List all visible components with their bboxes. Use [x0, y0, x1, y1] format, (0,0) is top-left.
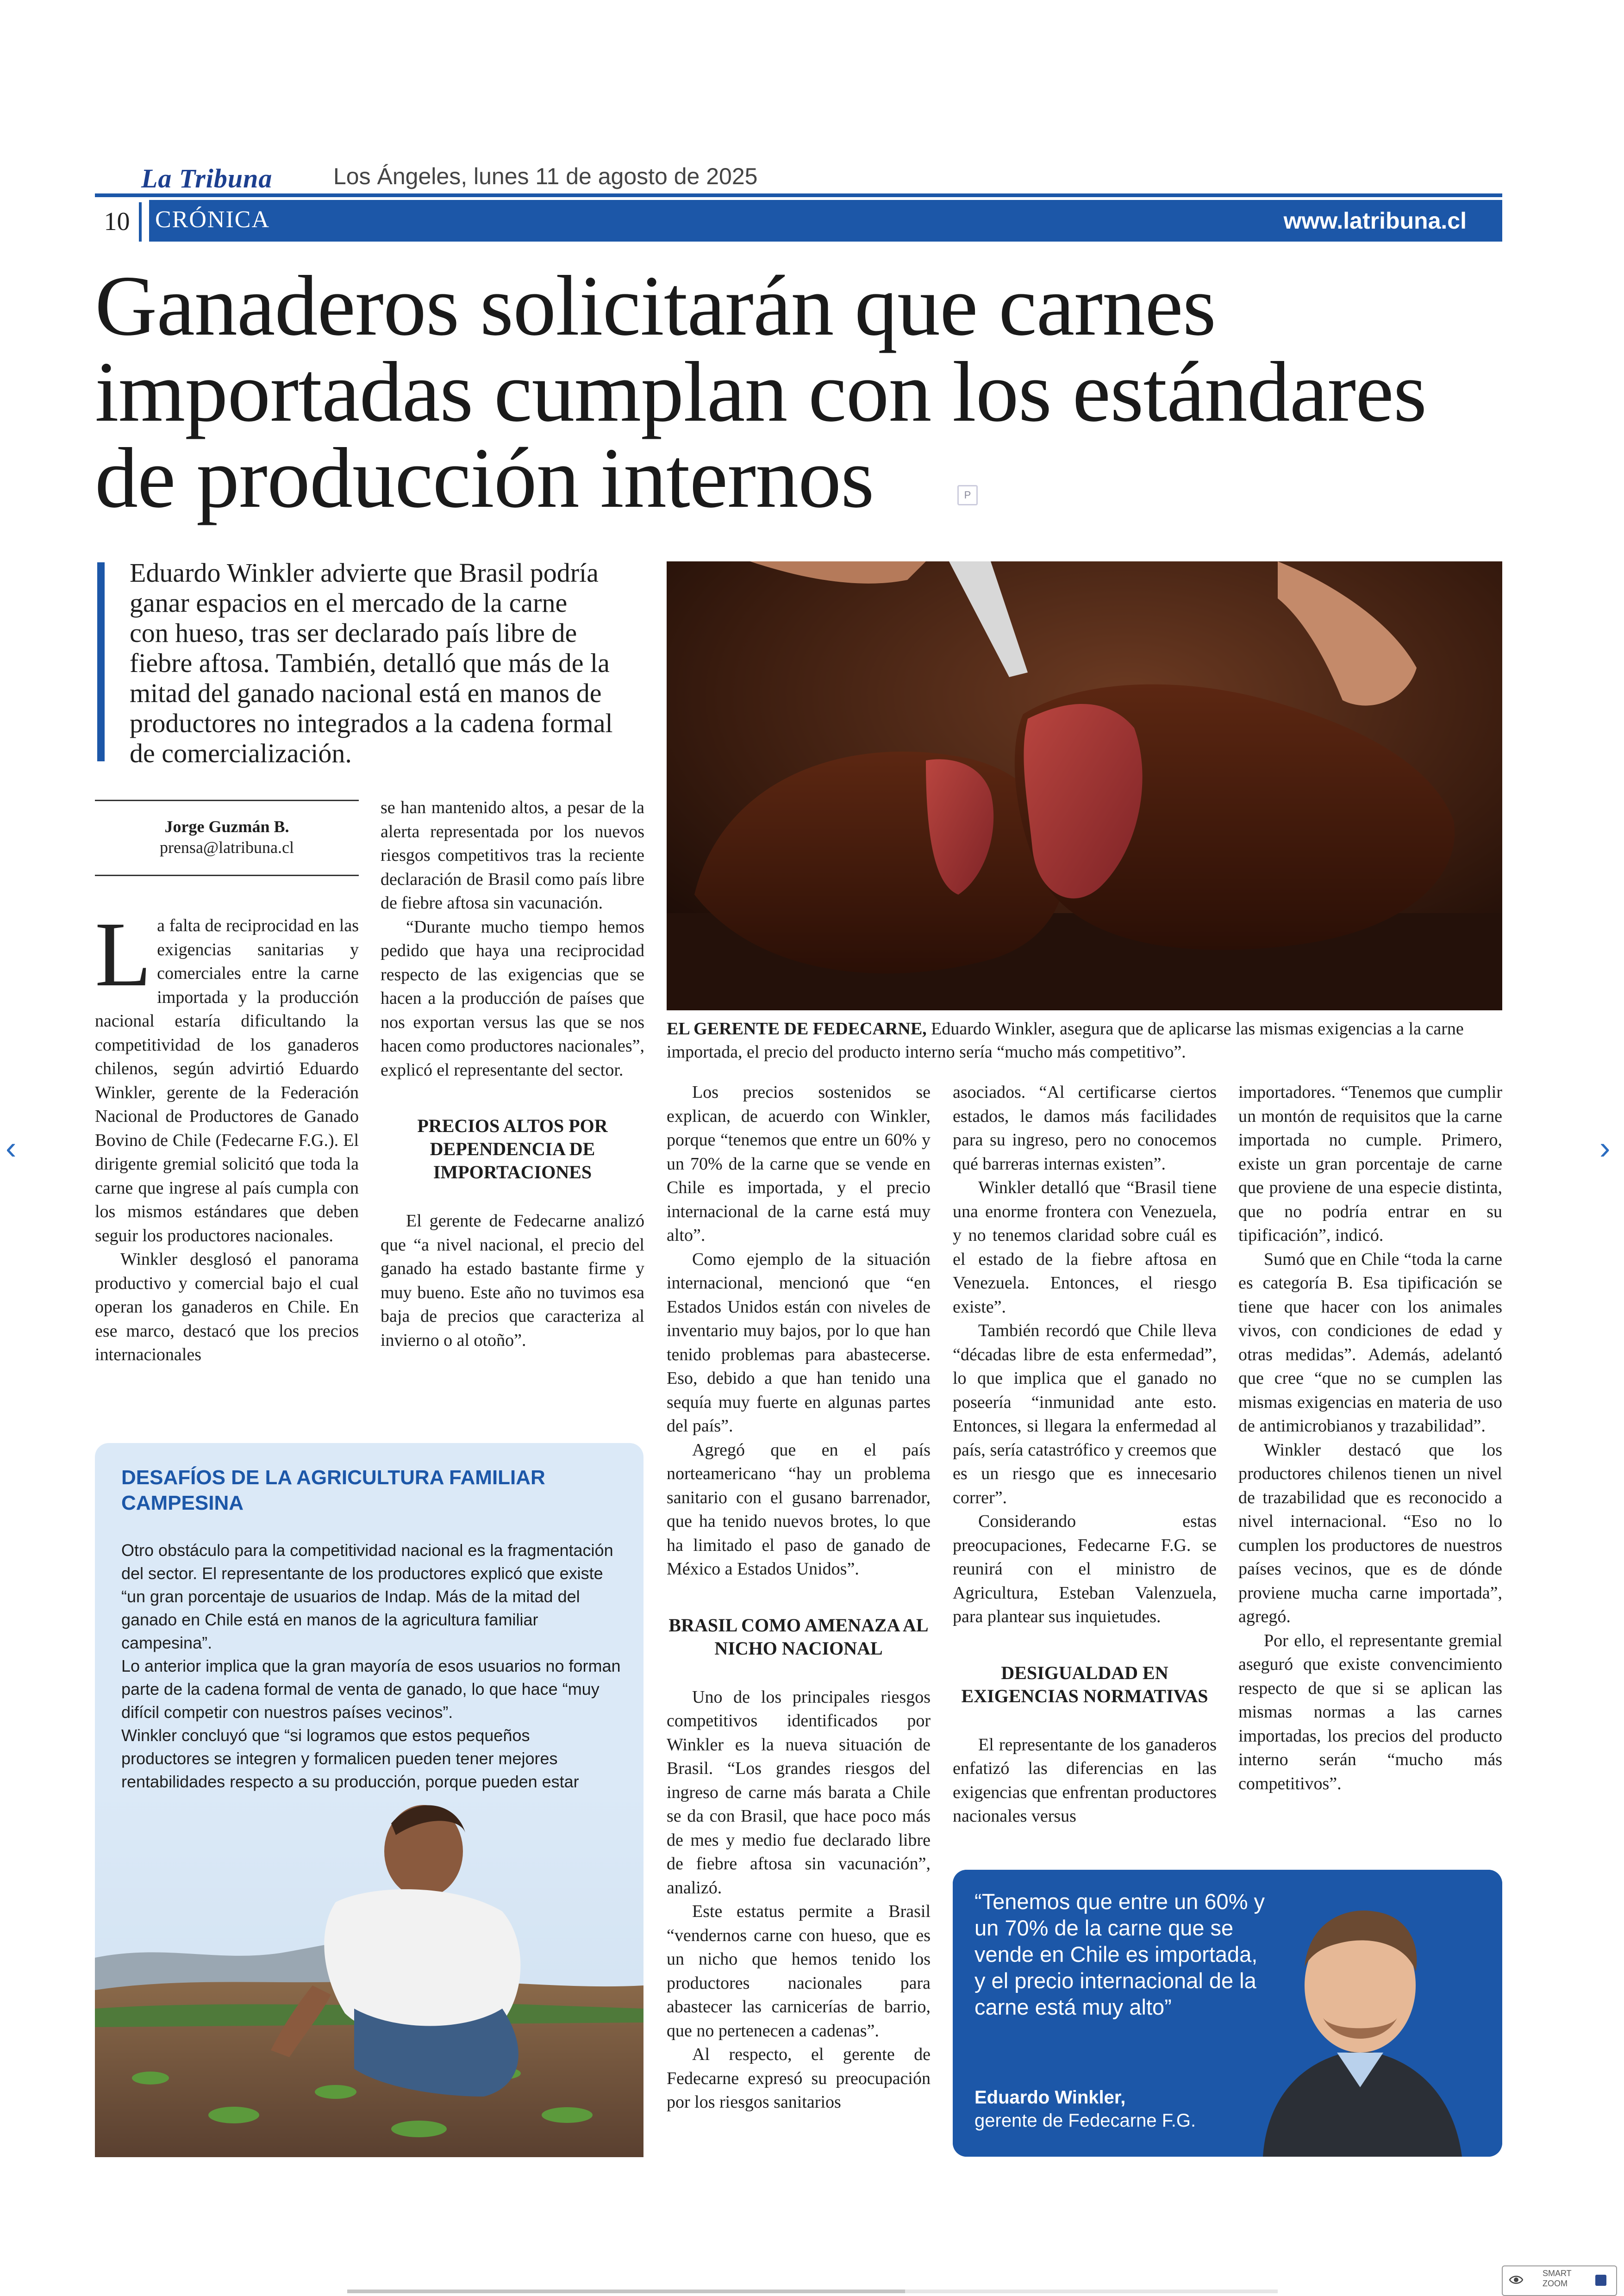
lede-line: de comercialización. [130, 738, 352, 768]
lede [130, 558, 657, 768]
paragraph: se han mantenido altos, a pesar de la alerta representada por los nuevos riesgos competitivos tras la reciente declaración de Brasil como país libre de fiebre aftosa sin vacunación. [381, 798, 644, 913]
byline-rule-top [95, 800, 359, 801]
paragraph: También recordó que Chile lleva “décadas libre de esta enfermedad”, lo que implica que el ganado no poseería “inmunidad ante esto. Entonces, si llegara la enfermedad al país, sería catastrófico y creemos que es un riesgo que es innecesario correr”. [953, 1321, 1217, 1507]
subhead: PRECIOS ALTOS POR DEPENDENCIA DE IMPORTACIONES [417, 1115, 608, 1182]
paragraph: Winkler desglosó el panorama productivo y comercial bajo el cual operan los ganaderos en Chile. En ese marco, destacó que los precios internacionales [95, 1250, 359, 1364]
subhead: DESIGUALDAD EN EXIGENCIAS NORMATIVAS [961, 1662, 1208, 1706]
photo-caption [667, 1017, 1502, 1064]
header-rule [95, 193, 1502, 197]
caption-lead: EL GERENTE DE FEDECARNE, [667, 1019, 927, 1039]
newspaper-logo: La Tribuna [141, 163, 273, 193]
paragraph: “Durante mucho tiempo hemos pedido que haya una reciprocidad respecto de las exigencias que se hacen a la producción de países que nos exportan versus las que se nos hacen como productores nacionales”, explicó el representante del sector. [381, 917, 644, 1080]
chevron-right-icon[interactable]: › [1599, 1130, 1611, 1166]
paragraph: Por ello, el representante gremial aseguró que existe convencimiento respecto de que si se aplican las mismas normas a las carnes importadas, los precios del producto interno serán “mucho más competitivos”. [1238, 1630, 1502, 1793]
lede-accent-bar [97, 562, 105, 761]
dateline: Los Ángeles, lunes 11 de agosto de 2025 [333, 163, 758, 189]
paragraph: Agregó que en el país norteamericano “hay un problema sanitario con el gusano barrenador, que ha tenido nuevos brotes, lo que ha limitado el paso de ganado de México a Estados Unidos”. [667, 1440, 931, 1579]
quote-author: Eduardo Winkler, [974, 2087, 1126, 2108]
caption-text: Eduardo Winkler, asegura que de aplicarse las mismas exigencias a la carne importada, el precio del producto interno sería “mucho más competitivo”. [667, 1019, 1464, 1062]
beef-photo [667, 561, 1502, 1010]
paragraph: Este estatus permite a Brasil “vendernos carne con hueso, que es un nicho que hemos tenido los productores nacionales para abastecer las carnicerías de barrio, que no pertenecen a cadenas”. [667, 1902, 931, 2041]
smart-zoom-button[interactable] [1502, 2265, 1617, 2296]
page-scrollbar-thumb[interactable] [347, 2290, 905, 2293]
sidebar-title: DESAFÍOS DE LA AGRICULTURA FAMILIAR CAMPESINA [121, 1466, 545, 1514]
paragraph: importadores. “Tenemos que cumplir un montón de requisitos que la carne importada no cumple. Primero, existe un gran porcentaje de carne que proviene de una especie distinta, que no podría entrar en su tipificación”, indicó. [1238, 1083, 1502, 1245]
paragraph [95, 903, 359, 1248]
section-name: CRÓNICA [155, 206, 270, 233]
lede-line: Eduardo Winkler advierte que Brasil podría [130, 558, 599, 588]
paragraph-text: a falta de reciprocidad en las exigencias sanitarias y comerciales entre la carne importada y la producción nacional estaría dificultando la competitividad de los ganaderos chilenos, según advirtió Eduardo Winkler, gerente de la Federación Nacional de Productores de Ganado Bovino de Chile (Fedecarne F.G.). El dirigente gremial solicitó que toda la carne que ingrese al país cumpla con los mismos estándares que deben seguir los productores nacionales. [95, 916, 359, 1245]
lede-line: productores no integrados a la cadena formal [130, 708, 613, 738]
byline-email[interactable]: prensa@latribuna.cl [159, 838, 294, 857]
headline [95, 258, 1512, 526]
paragraph: El representante de los ganaderos enfatizó las diferencias en las exigencias que enfrentan productores nacionales versus [953, 1735, 1217, 1826]
paragraph: Como ejemplo de la situación internacional, mencionó que “en Estados Unidos están con niveles de inventario muy bajos, por lo que han tenido problemas para abastecerse. Eso, debido a que han tenido una sequía muy fuerte en algunas partes del país”. [667, 1249, 931, 1436]
headline-line: de producción internos [95, 430, 874, 526]
lede-line: mitad del ganado nacional está en manos de [130, 678, 602, 708]
paragraph: Uno de los principales riesgos competitivos identificados por Winkler es la nueva situación de Brasil. “Los grandes riesgos del ingreso de carne más barata a Chile se da con Brasil, que hace poco más de mes y medio fue declarado libre de fiebre aftosa sin vacunación”, analizó. [667, 1687, 931, 1898]
article-column-5 [1238, 1081, 1502, 1796]
paragraph: Winkler destacó que los productores chilenos tienen un nivel de trazabilidad que es reconocido a nivel internacional. “Eso no lo cumplen los productores de nuestros países vecinos, que es de dónde proviene mucha carne importada”, agregó. [1238, 1440, 1502, 1626]
chevron-left-icon[interactable]: ‹ [6, 1130, 17, 1166]
farmer-photo [95, 1791, 643, 2157]
article-column-4 [953, 1081, 1217, 1829]
audio-icon[interactable]: P [957, 485, 978, 505]
sidebar-paragraph: Winkler concluyó que “si logramos que estos pequeños productores se integren y formalicen pueden tener mejores rentabilidades respecto a su producción, porque pueden estar [121, 1726, 579, 1791]
sidebar-paragraph: Lo anterior implica que la gran mayoría de esos usuarios no forman parte de la cadena formal de venta de ganado, lo que hace “muy difícil competir con nuestros países vecinos”. [121, 1656, 621, 1722]
quote-author-role: gerente de Fedecarne F.G. [974, 2110, 1196, 2131]
subhead: BRASIL COMO AMENAZA AL NICHO NACIONAL [668, 1614, 929, 1659]
drop-cap: L [95, 903, 152, 1006]
lede-line: ganar espacios en el mercado de la carne [130, 588, 568, 618]
paragraph: Winkler detalló que “Brasil tiene una enorme frontera con Venezuela, y no tenemos claridad sobre cuál es el estado de la fiebre aftosa en Venezuela. Entonces, el riesgo existe”. [953, 1178, 1217, 1317]
paragraph: Al respecto, el gerente de Fedecarne expresó su preocupación por los riesgos sanitarios [667, 2045, 931, 2112]
smart-zoom-label [1543, 2268, 1572, 2289]
article-column-3 [667, 1081, 931, 2115]
headline-line: Ganaderos solicitarán que carnes [95, 258, 1216, 354]
smart-zoom-label-line: ZOOM [1543, 2279, 1568, 2288]
byline-rule-bottom [95, 875, 359, 876]
sidebar-text [121, 1539, 621, 1817]
sidebar-paragraph: Otro obstáculo para la competitividad nacional es la fragmentación del sector. El representante de los productores explicó que existe “un gran porcentaje de usuarios de Indap. Más de la mitad del ganado en Chile está en manos de la agricultura familiar campesina”. [121, 1541, 613, 1652]
article-column-2 [381, 796, 644, 1352]
paragraph: asociados. “Al certificarse ciertos estados, le damos más facilidades para su ingreso, pero no conocemos qué barreras internas existen”. [953, 1083, 1217, 1174]
paragraph: El gerente de Fedecarne analizó que “a nivel nacional, el precio del ganado ha estado bastante firme y muy bueno. Este año no tuvimos esa baja de precios que caracteriza al invierno o al otoño”. [381, 1211, 644, 1350]
lede-line: con hueso, tras ser declarado país libre de [130, 618, 577, 648]
headline-line: importadas cumplan con los estándares [95, 344, 1427, 440]
zoom-indicator-icon [1595, 2275, 1606, 2286]
smart-zoom-label-line: SMART [1543, 2269, 1572, 2278]
paragraph: Sumó que en Chile “toda la carne es categoría B. Esa tipificación se tiene que hacer con los animales vivos, con condiciones de edad y otras medidas”. Además, adelantó que cree “que no se cumplen las mismas exigencias en materia de uso de antimicrobianos y trazabilidad”. [1238, 1249, 1502, 1436]
article-column-1 [95, 903, 359, 1367]
paragraph: Los precios sostenidos se explican, de acuerdo con Winkler, porque “tenemos que entre un 60% y un 70% de la carne que se vende en Chile es importada, y el precio internacional de la carne está muy alto”. [667, 1083, 931, 1245]
eye-icon [1509, 2275, 1523, 2285]
site-url[interactable]: www.latribuna.cl [1283, 208, 1467, 234]
lede-line: fiebre aftosa. También, detalló que más de la [130, 648, 610, 678]
page-number: 10 [95, 202, 142, 242]
pull-quote: “Tenemos que entre un 60% y un 70% de la carne que se vende en Chile es importada, y el precio internacional de la carne está muy alto” [974, 1889, 1265, 2019]
paragraph: Considerando estas preocupaciones, Fedecarne F.G. se reunirá con el ministro de Agricultura, Esteban Valenzuela, para plantear sus inquietudes. [953, 1512, 1217, 1626]
byline-name: Jorge Guzmán B. [164, 817, 289, 836]
